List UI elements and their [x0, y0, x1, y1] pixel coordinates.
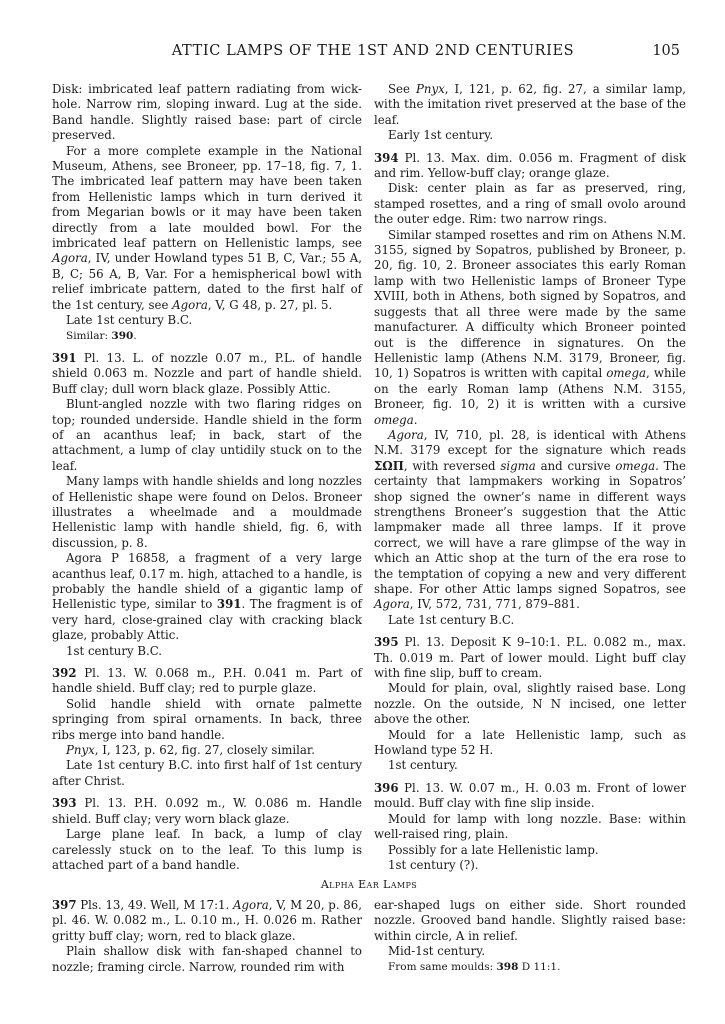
paragraph: 397 Pls. 13, 49. Well, M 17:1. Agora, V, M 20, p. 86, pl. 46. W. 0.082 m., L. 0.10 m., H. 0.026 m. Rather gritty buff clay; worn, red to black glaze.	[52, 898, 362, 943]
paragraph: Plain shallow disk with fan-shaped channel to nozzle; framing circle. Narrow, rounded rim with	[52, 944, 362, 974]
paragraph: Mould for plain, oval, slightly raised base. Long nozzle. On the outside, N N incised, one letter above the other.	[374, 681, 686, 727]
section-heading	[52, 878, 686, 891]
paragraph: Disk: center plain as far as preserved, ring, stamped rosettes, and a ring of small ovolo around the outer edge. Rim: two narrow rings.	[374, 181, 686, 227]
paragraph: From same moulds: 398 D 11:1.	[388, 960, 561, 973]
paragraph: 393 Pl. 13. P.H. 0.092 m., W. 0.086 m. Handle shield. Buff clay; very worn black glaze.	[52, 796, 362, 826]
paragraph: 1st century B.C.	[66, 643, 163, 658]
paragraph: 391 Pl. 13. L. of nozzle 0.07 m., P.L. of handle shield 0.063 m. Nozzle and part of handle shield. Buff clay; dull worn black glaze. Possibly Attic.	[52, 350, 362, 396]
paragraph: Mid-1st century.	[388, 944, 486, 959]
right-column	[374, 82, 686, 873]
paragraph: 395 Pl. 13. Deposit K 9–10:1. P.L. 0.082 m., max. Th. 0.019 m. Part of lower mould. Light buff clay with fine slip, buff to cream.	[374, 635, 686, 681]
paragraph: See Pnyx, I, 121, p. 62, fig. 27, a similar lamp, with the imitation rivet preserved at the base of the leaf.	[374, 82, 686, 127]
paragraph: 1st century (?).	[388, 857, 479, 872]
left-column	[52, 82, 362, 873]
paragraph: Large plane leaf. In back, a lump of clay carelessly stuck on to the leaf. To this lump is attached part of a band handle.	[52, 827, 362, 872]
paragraph: 392 Pl. 13. W. 0.068 m., P.H. 0.041 m. Part of handle shield. Buff clay; red to purple glaze.	[52, 666, 362, 696]
paragraph: Early 1st century.	[388, 128, 494, 143]
paragraph: Similar: 390.	[66, 329, 137, 342]
paragraph: Solid handle shield with ornate palmette springing from spiral ornaments. In back, three ribs merge into band handle.	[52, 696, 362, 742]
paragraph: For a more complete example in the National Museum, Athens, see Broneer, pp. 17–18, fig. 7, 1. The imbricated leaf pattern may have been taken from Hellenistic lamps which in turn derived it from Megarian bowls or it may have been taken directly from a late moulded bowl. For the imbricated leaf pattern on Hellenistic lamps, see Agora, IV, under Howland types 51 B, C, Var.; 55 A, B, C; 56 A, B, Var. For a hemispherical bowl with relief imbricate pattern, dated to the first half of the 1st century, see Agora, V, G 48, p. 27, pl. 5.	[52, 143, 362, 312]
page-number: 105	[652, 43, 680, 59]
paragraph: Many lamps with handle shields and long nozzles of Hellenistic shape were found on Delos. Broneer illustrates a wheelmade and a mouldmade Hellenistic lamp with handle shield, fig. 6, with discussion, p. 8.	[52, 474, 362, 550]
paragraph: Mould for lamp with long nozzle. Base: within well-raised ring, plain.	[374, 811, 686, 842]
paragraph: Similar stamped rosettes and rim on Athens N.M. 3155, signed by Sopatros, published by Broneer, p. 20, fig. 10, 2. Broneer associates this early Roman lamp with two Hellenistic lamps of Broneer Type XVIII, both in Athens, both signed by Sopatros, and suggests that all three were made by the same manufacturer. A difficulty which Broneer pointed out is the difference in signatures. On the Hellenistic lamp (Athens N.M. 3179, Broneer, fig. 10, 1) Sopatros is written with capital omega, while on the early Roman lamp (Athens N.M. 3155, Broneer, fig. 10, 2) it is written with a cursive omega.	[374, 227, 686, 427]
paragraph: 396 Pl. 13. W. 0.07 m., H. 0.03 m. Front of lower mould. Buff clay with fine slip inside.	[374, 780, 686, 811]
running-title: ATTIC LAMPS OF THE 1ST AND 2ND CENTURIES	[171, 43, 575, 59]
bottom-right-column	[374, 898, 686, 975]
paragraph: Late 1st century B.C.	[66, 313, 193, 328]
paragraph: Mould for a late Hellenistic lamp, such as Howland type 52 H.	[374, 727, 686, 758]
section-heading-text: Alpha Ear Lamps	[320, 878, 418, 891]
paragraph: 394 Pl. 13. Max. dim. 0.056 m. Fragment of disk and rim. Yellow-buff clay; orange glaze.	[374, 150, 686, 181]
paragraph: Disk: imbricated leaf pattern radiating from wick-hole. Narrow rim, sloping inward. Lug at the side. Band handle. Slightly raised base: part of circle preserved.	[52, 82, 362, 143]
paragraph: Blunt-angled nozzle with two flaring ridges on top; rounded underside. Handle shield in the form of an acanthus leaf; in back, start of the attachment, a lump of clay untidily stuck on to the leaf.	[52, 397, 362, 473]
paragraph: Late 1st century B.C.	[388, 612, 515, 627]
paragraph: Agora P 16858, a fragment of a very large acanthus leaf, 0.17 m. high, attached to a handle, is probably the handle shield of a gigantic lamp of Hellenistic type, similar to 391. The fragment is of very hard, close-grained clay with cracking black glaze, probably Attic.	[52, 551, 362, 643]
page-header	[66, 43, 680, 63]
paragraph: 1st century.	[388, 758, 458, 773]
paragraph: Agora, IV, 710, pl. 28, is identical with Athens N.M. 3179 except for the signature which reads ΣΩΠ, with reversed sigma and cursive omega. The certainty that lampmakers working in Sopatros’ shop signed the owner’s name in different ways strengthens Broneer’s suggestion that the Attic lampmaker made all three lamps. If it prove correct, we will have a rare glimpse of the way in which an Attic shop at the turn of the era rose to the temptation of copying a new and very different shape. For other Attic lamps signed Sopatros, see Agora, IV, 572, 731, 771, 879–881.	[374, 427, 686, 612]
paragraph: ear-shaped lugs on either side. Short rounded nozzle. Grooved band handle. Slightly raised base: within circle, A in relief.	[374, 898, 686, 943]
bottom-left-column	[52, 898, 362, 975]
paragraph: Pnyx, I, 123, p. 62, fig. 27, closely similar.	[66, 743, 315, 758]
paragraph: Possibly for a late Hellenistic lamp.	[388, 842, 599, 857]
paragraph: Late 1st century B.C. into first half of 1st century after Christ.	[52, 758, 362, 788]
